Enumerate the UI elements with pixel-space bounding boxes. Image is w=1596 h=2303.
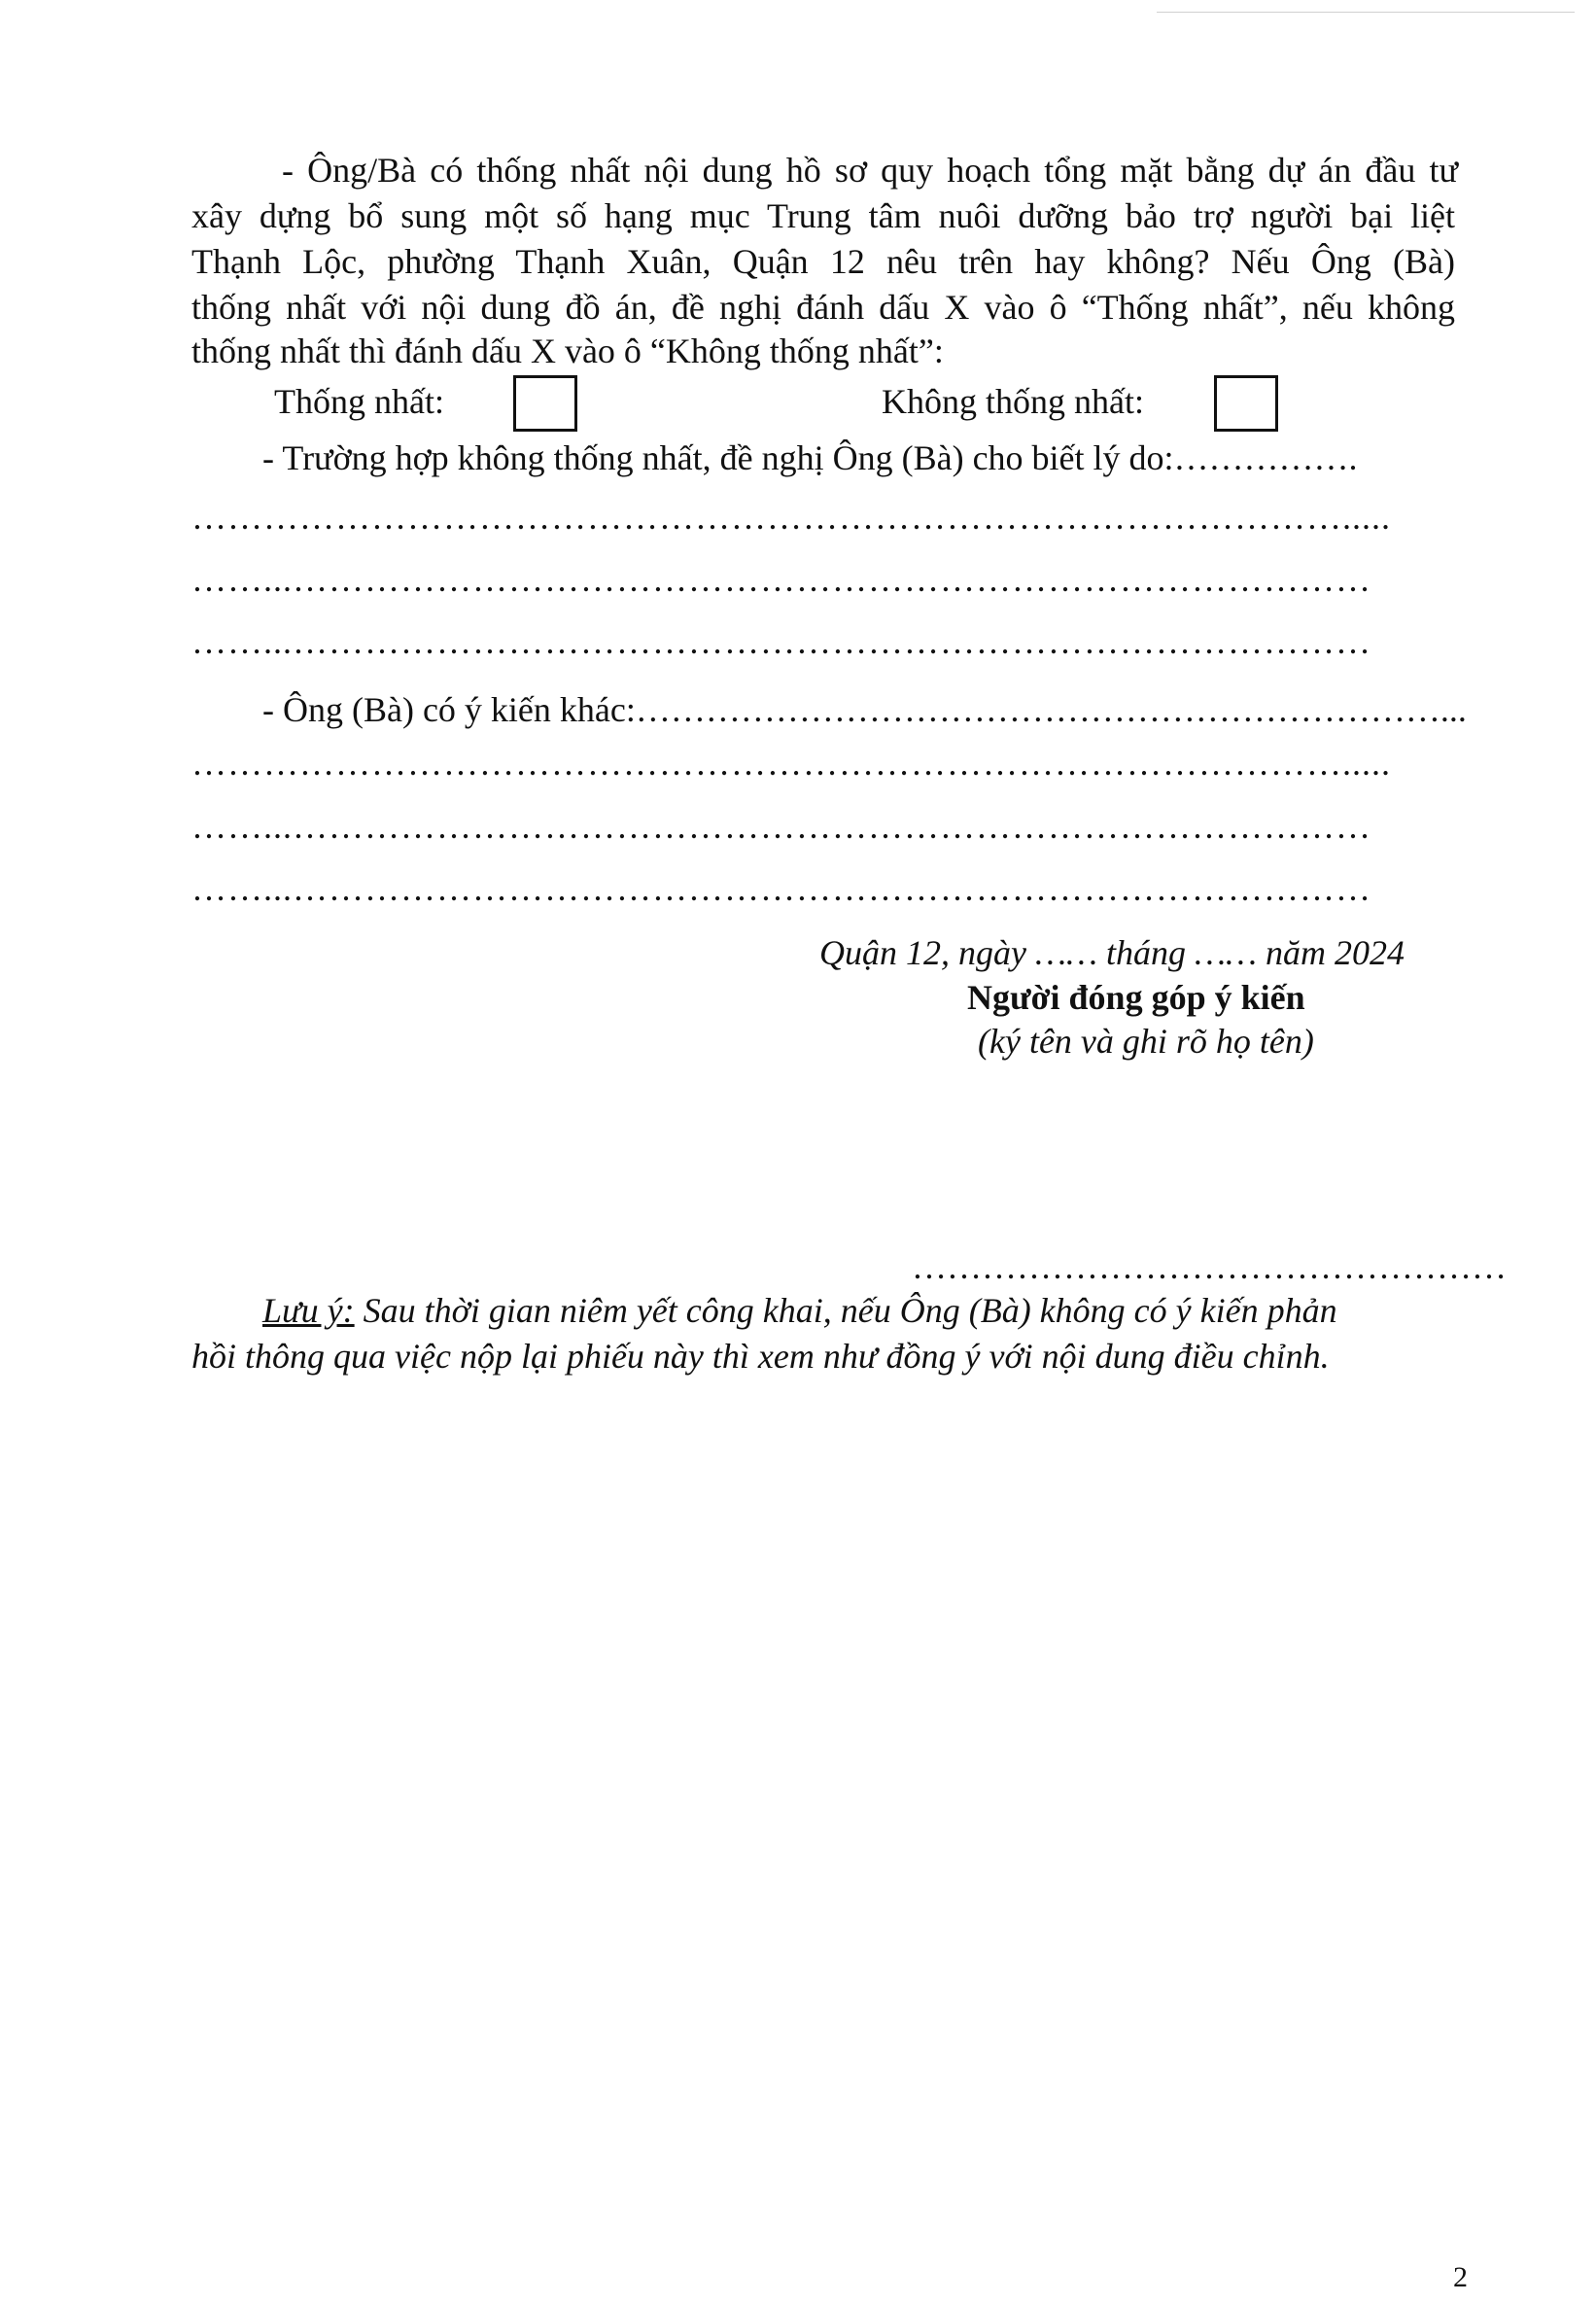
disagree-checkbox[interactable] [1214,375,1278,432]
note-text-1: Sau thời gian niêm yết công khai, nếu Ông (Bà) không có ý kiến phản [354,1291,1337,1330]
other-opinion-prompt [262,685,1467,734]
other-answer-line-1[interactable]: ……………………………………………………………………………………..... [191,744,1391,783]
signature-subtitle: (ký tên và ghi rõ họ tên) [978,1022,1314,1061]
question-line-2: xây dựng bổ sung một số hạng mục Trung tâm nuôi dưỡng bảo trợ người bại liệt [191,196,1455,235]
question-line-3: Thạnh Lộc, phường Thạnh Xuân, Quận 12 nêu trên hay không? Nếu Ông (Bà) [191,242,1455,281]
signature-name-dots[interactable]: …………………………………………… [912,1247,1507,1286]
reason-answer-line-3[interactable]: ……...……………………………………………………………………………… [191,622,1371,661]
question-line-1: - Ông/Bà có thống nhất nội dung hồ sơ quy hoạch tổng mặt bằng dự án đầu tư [282,151,1458,190]
note-label: Lưu ý: [262,1291,355,1330]
reason-prompt [262,434,1358,482]
note-line-1 [262,1286,1337,1335]
other-answer-line-2[interactable]: ……...……………………………………………………………………………… [191,807,1371,846]
disagree-label: Không thống nhất: [882,382,1144,421]
question-line-4: thống nhất với nội dung đồ án, đề nghị đánh dấu X vào ô “Thống nhất”, nếu không [191,288,1455,327]
other-opinion-prompt-text: - Ông (Bà) có ý kiến khác: [262,690,636,729]
scan-artifact-line [1157,12,1575,13]
note-line-2: hồi thông qua việc nộp lại phiếu này thì xem như đồng ý với nội dung điều chỉnh. [191,1337,1330,1376]
question-line-5: thống nhất thì đánh dấu X vào ô “Không thống nhất”: [191,331,944,370]
agree-label: Thống nhất: [274,382,444,421]
signature-title: Người đóng góp ý kiến [967,978,1305,1017]
reason-prompt-text: - Trường hợp không thống nhất, đề nghị Ông (Bà) cho biết lý do: [262,438,1174,477]
agree-checkbox[interactable] [513,375,577,432]
other-opinion-prompt-dots[interactable]: ……………………………………………………………... [635,690,1467,729]
reason-answer-line-2[interactable]: ……...……………………………………………………………………………… [191,560,1371,599]
reason-answer-line-1[interactable]: ……………………………………………………………………………………..... [191,498,1391,537]
reason-prompt-dots[interactable]: ……………. [1173,438,1358,477]
other-answer-line-3[interactable]: ……...……………………………………………………………………………… [191,869,1371,908]
page-number: 2 [1453,2261,1468,2293]
signature-date-line: Quận 12, ngày …… tháng …… năm 2024 [819,933,1405,972]
